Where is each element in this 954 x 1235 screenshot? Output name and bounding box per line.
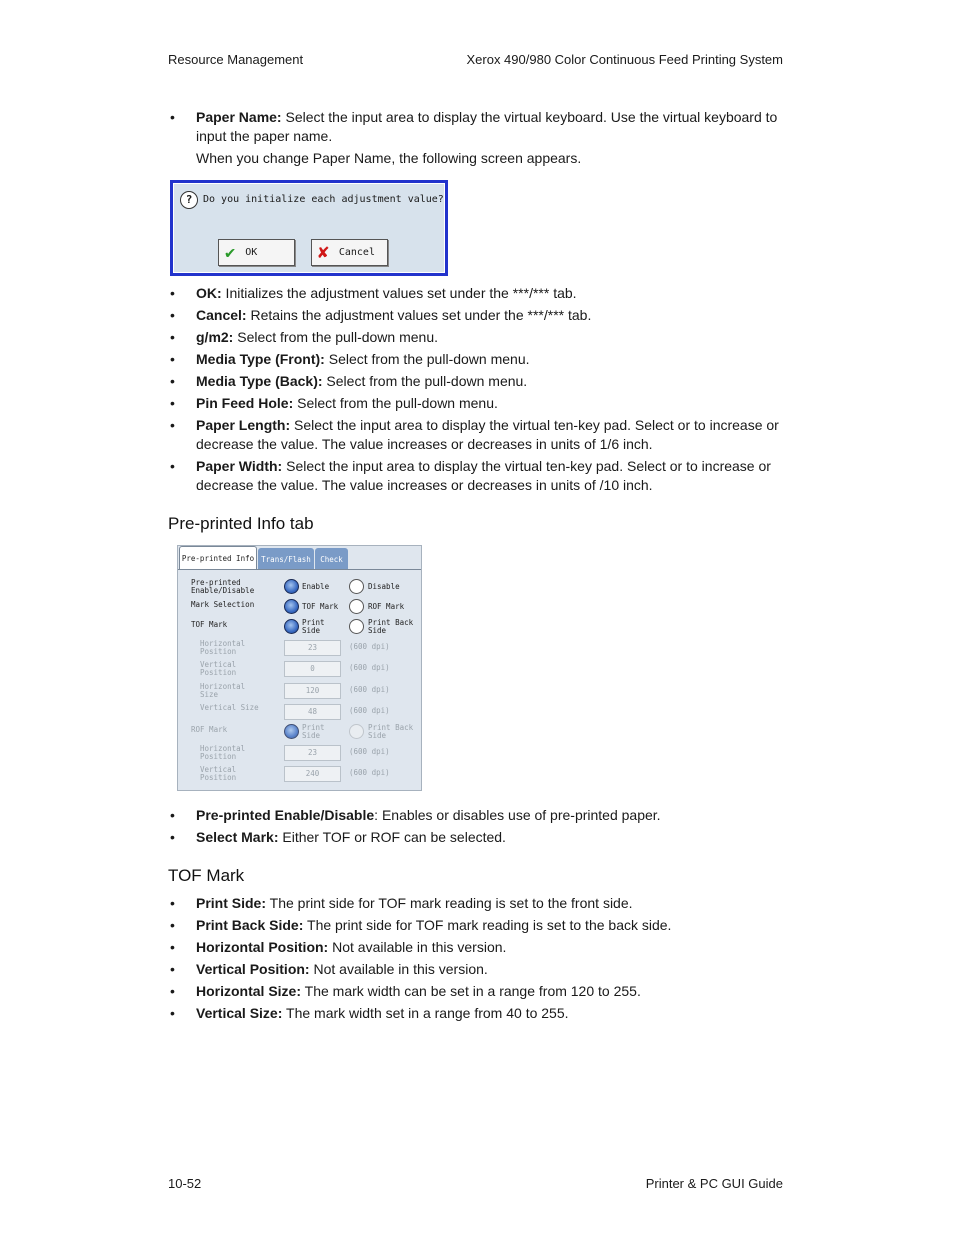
disable-label: Disable [368, 582, 400, 591]
tof-horizontal-size-field[interactable]: 120 [284, 683, 341, 699]
enable-label: Enable [302, 582, 330, 591]
tof-mark-option-label: TOF Mark [302, 602, 339, 611]
cancel-button[interactable] [311, 239, 388, 266]
tof-horizontal-size-label: Horizontal Size [200, 682, 246, 699]
dialog-message: Do you initialize each adjustment value? [203, 194, 444, 205]
rof-mark-radio[interactable] [349, 599, 364, 614]
tab-bar [178, 546, 421, 570]
list-item: • Select Mark: Either TOF or ROF can be selected. [168, 828, 788, 847]
rof-print-side-radio[interactable] [284, 724, 299, 739]
unit-label: (600 dpi) [349, 663, 390, 672]
tab-check[interactable]: Check [315, 548, 348, 570]
footer-title: Printer & PC GUI Guide [645, 1176, 783, 1191]
dialog-body [173, 183, 445, 273]
unit-label: (600 dpi) [349, 747, 390, 756]
tof-mark-radio[interactable] [284, 599, 299, 614]
cancel-label: Cancel [338, 247, 375, 258]
tof-vertical-position-field[interactable]: 0 [284, 661, 341, 677]
list-item: • Print Side: The print side for TOF mark reading is set to the front side. [168, 894, 788, 913]
tof-mark-label: TOF Mark [191, 620, 228, 629]
rof-vertical-position-label: Vertical Position [200, 765, 237, 782]
initialize-dialog [170, 180, 448, 276]
tof-mark-list [168, 894, 788, 1026]
rof-print-side-label: Print Side [302, 723, 325, 740]
rof-vertical-position-field[interactable]: 240 [284, 766, 341, 782]
list-item: • Vertical Position: Not available in this version. [168, 960, 788, 979]
list-item: • Paper Length: Select the input area to display the virtual ten-key pad. Select or to increase or decrease the value. The value increases or decreases in units of 1/6 inch. [168, 416, 788, 454]
section-heading-preprinted: Pre-printed Info tab [168, 514, 314, 533]
tof-vertical-size-label: Vertical Size [200, 703, 259, 712]
rof-mark-label: ROF Mark [191, 725, 228, 734]
preprinted-list [168, 806, 788, 850]
rof-horizontal-position-field[interactable]: 23 [284, 745, 341, 761]
rof-horizontal-position-label: Horizontal Position [200, 744, 246, 761]
bullet-term: Paper Name: [196, 109, 282, 125]
tof-print-back-side-label: Print Back Side [368, 618, 414, 635]
list-item: • g/m2: Select from the pull-down menu. [168, 328, 788, 347]
tof-print-side-label: Print Side [302, 618, 325, 635]
page-number: 10-52 [168, 1176, 202, 1191]
ok-button[interactable] [218, 239, 295, 266]
list-item: • Print Back Side: The print side for TOF mark reading is set to the back side. [168, 916, 788, 935]
preprinted-info-panel [177, 545, 422, 791]
list-item: • Pre-printed Enable/Disable: Enables or disables use of pre-printed paper. [168, 806, 788, 825]
tof-print-side-radio[interactable] [284, 619, 299, 634]
rof-print-back-side-radio[interactable] [349, 724, 364, 739]
list-item: • Pin Feed Hole: Select from the pull-down menu. [168, 394, 788, 413]
list-item: • Media Type (Back): Select from the pull-down menu. [168, 372, 788, 391]
rof-mark-option-label: ROF Mark [368, 602, 405, 611]
intro-list [168, 108, 788, 149]
close-icon: ✘ [318, 242, 329, 263]
enable-radio[interactable] [284, 579, 299, 594]
list-item [168, 108, 788, 146]
list-item: • Cancel: Retains the adjustment values set under the ***/*** tab. [168, 306, 788, 325]
unit-label: (600 dpi) [349, 768, 390, 777]
bullet-text: Select the input area to display the virtual keyboard. Use the virtual keyboard to input the paper name. [196, 109, 778, 144]
tab-preprinted-info[interactable]: Pre-printed Info [179, 546, 257, 570]
tab-trans-flash[interactable]: Trans/Flash [258, 548, 314, 570]
enable-disable-label: Pre-printed Enable/Disable [191, 578, 255, 595]
unit-label: (600 dpi) [349, 706, 390, 715]
header-right: Xerox 490/980 Color Continuous Feed Printing System [466, 52, 783, 67]
tof-vertical-size-field[interactable]: 48 [284, 704, 341, 720]
list-item: • OK: Initializes the adjustment values set under the ***/*** tab. [168, 284, 788, 303]
question-icon: ? [180, 191, 198, 209]
unit-label: (600 dpi) [349, 685, 390, 694]
section-heading-tof-mark: TOF Mark [168, 866, 245, 885]
list-item: • Vertical Size: The mark width set in a range from 40 to 255. [168, 1004, 788, 1023]
tof-horizontal-position-field[interactable]: 23 [284, 640, 341, 656]
unit-label: (600 dpi) [349, 642, 390, 651]
tof-vertical-position-label: Vertical Position [200, 660, 237, 677]
mark-selection-label: Mark Selection [191, 600, 255, 609]
list-item: • Paper Width: Select the input area to display the virtual ten-key pad. Select or to increase or decrease the value. The value increases or decreases in units of /10 inch. [168, 457, 788, 495]
tof-horizontal-position-label: Horizontal Position [200, 639, 246, 656]
header-left: Resource Management [168, 52, 304, 67]
list-item: • Horizontal Size: The mark width can be set in a range from 120 to 255. [168, 982, 788, 1001]
rof-print-back-side-label: Print Back Side [368, 723, 414, 740]
panel-body [178, 569, 421, 792]
disable-radio[interactable] [349, 579, 364, 594]
check-icon: ✔ [225, 242, 236, 263]
list-item: • Media Type (Front): Select from the pull-down menu. [168, 350, 788, 369]
ok-label: OK [245, 247, 258, 258]
options-list [168, 284, 788, 498]
intro-paragraph: When you change Paper Name, the following screen appears. [196, 150, 582, 166]
tof-print-back-side-radio[interactable] [349, 619, 364, 634]
list-item: • Horizontal Position: Not available in this version. [168, 938, 788, 957]
